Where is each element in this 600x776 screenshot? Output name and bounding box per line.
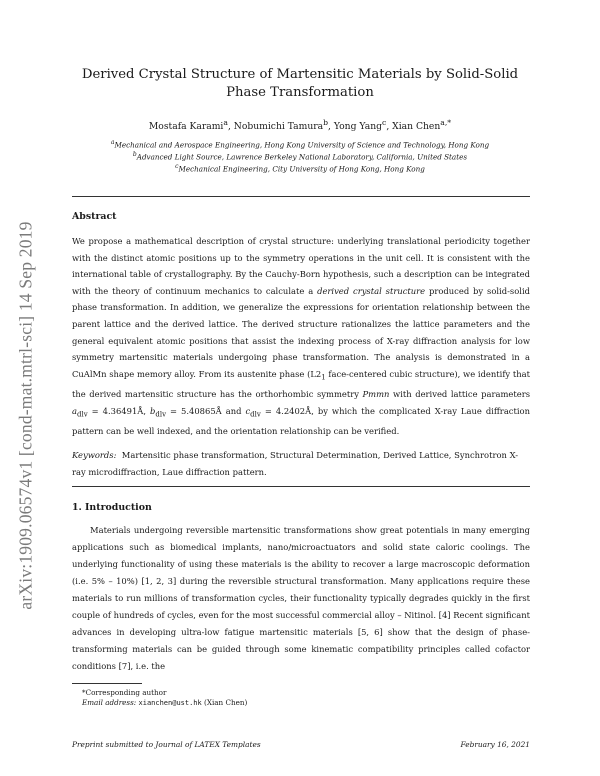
affiliation: $^c$Mechanical Engineering, City University of Hong Kong, Hong Kong: [175, 162, 425, 174]
affiliation: $^b$Advanced Light Source, Lawrence Berkeley National Laboratory, California, United States: [132, 150, 468, 162]
keywords: Keywords: Martensitic phase transformation, Structural Determination, Derived Lattice, Synchrotron X-ray microdiffraction, Laue diffraction pattern.: [72, 450, 519, 477]
author: Yong Yang: [333, 121, 383, 133]
section-heading: 1. Introduction: [72, 502, 152, 513]
arxiv-identifier: arXiv:1909.06574v1 [cond-mat.mtrl-sci] 14 Sep 2019: [15, 220, 36, 610]
footnote-rule: [72, 683, 142, 684]
abstract-body: We propose a mathematical description of crystal structure: underlying translational periodicity together with the distinct atomic positions up to the symmetry operations in the unit cell. It is consistent with the international table of crystallography. By the Cauchy-Born hypothesis, such a description can be integrated with the theory of continuum mechanics to calculate a derived crystal structure produced by solid-solid phase transformation. In addition, we generalize the expressions for orientation relationship between the parent lattice and the derived lattice. The derived structure rationalizes the lattice parameters and the general equivalent atomic positions that assist the indexing process of X-ray diffraction analysis for low symmetry martensitic materials undergoing phase transformation. The analysis is demonstrated in a CuAlMn shape memory alloy. From its austenite phase ($L2_1$ face-centered cubic structure), we identify that the derived martensitic structure has the orthorhombic symmetry Pmmn with derived lattice parameters $a_{dlv}$ = 4.36491Å, $b_{dlv}$ = 5.40865Å and $c_{dlv}$ = 4.2402Å, by which the complicated X-ray Laue diffraction pattern can be well indexed, and the orientation relationship can be verified.: [72, 236, 531, 436]
email-link[interactable]: xianchen@ust.hk: [138, 699, 202, 707]
paper-title: Derived Crystal Structure of Martensitic Materials by Solid-Solid Phase Transformation: [81, 67, 519, 100]
author: Xian Chen: [392, 121, 441, 133]
divider: [72, 486, 530, 487]
author-list: Mostafa Karami$^a$, Nobumichi Tamura$^b$, Yong Yang$^c$, Xian Chen$^{a,*}$: [148, 118, 452, 133]
divider: [72, 196, 530, 197]
abstract-heading: Abstract: [72, 211, 117, 222]
affiliation: $^a$Mechanical and Aerospace Engineering, Hong Kong University of Science and Technology, Hong Kong: [110, 139, 490, 150]
footer-journal: Preprint submitted to Journal of LATEX Templates: [72, 740, 261, 749]
author: Mostafa Karami: [148, 121, 224, 133]
footer-date: February 16, 2021: [460, 740, 530, 749]
author: Nobumichi Tamura: [233, 121, 324, 133]
introduction-body: Materials undergoing reversible martensitic transformations show great potentials in many emerging applications such as biomedical implants, nano/microactuators and solid state caloric coolings. The underlying functionality of using these materials is the ability to recover a large macroscopic deformation (i.e. 5% – 10%) [1, 2, 3] during the reversible structural transformation. Many applications require these materials to run millions of transformation cycles, their functionality typically degrades quickly in the first couple of hundreds of cycles, even for the most successful commercial alloy – Nitinol. [4] Recent significant advances in developing ultra-low fatigue martensitic materials [5, 6] show that the design of phase-transforming materials can be guided through some kinematic compatibility principles called cofactor conditions [7], i.e. the: [72, 525, 530, 671]
affiliations: [60, 138, 540, 174]
footnote: *Corresponding author Email address: xianchen@ust.hk (Xian Chen): [82, 688, 248, 707]
